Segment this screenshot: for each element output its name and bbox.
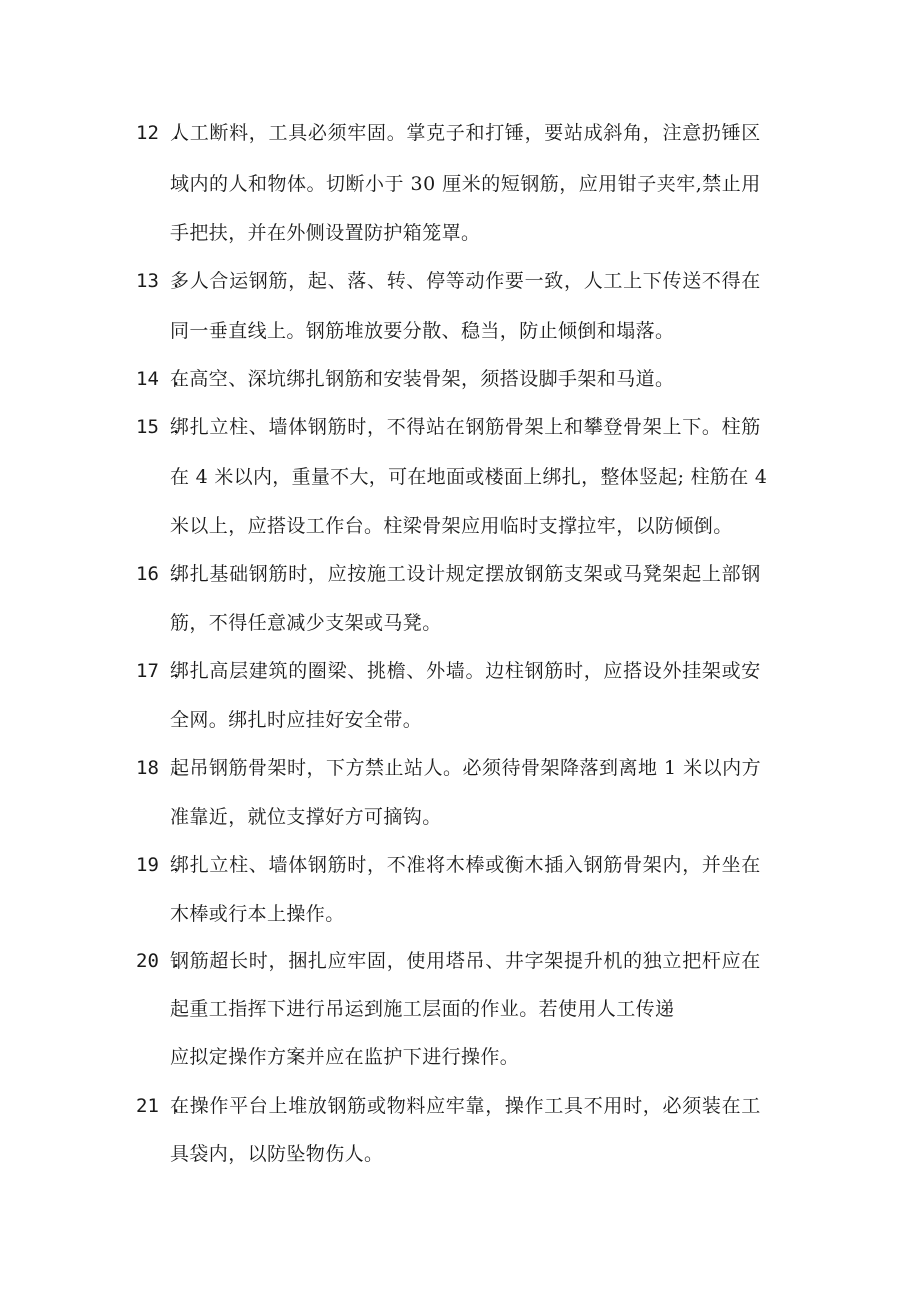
item-text-line: 筋，不得任意减少支架或马凳。 bbox=[170, 612, 442, 634]
item-number: 19 . bbox=[136, 854, 182, 876]
item-text-line: 准靠近，就位支撑好方可摘钩。 bbox=[170, 806, 442, 828]
item-text-line: 域内的人和物体。切断小于 30 厘米的短钢筋，应用钳子夹牢,禁止用 bbox=[170, 173, 761, 195]
item-text-line: 具袋内，以防坠物伤人。 bbox=[170, 1143, 384, 1165]
item-number: 16 . bbox=[136, 563, 182, 585]
item-text-line: 应拟定操作方案并应在监护下进行操作。 bbox=[170, 1046, 520, 1068]
item-text-line: 绑扎高层建筑的圈梁、挑檐、外墙。边柱钢筋时，应搭设外挂架或安 bbox=[170, 660, 762, 682]
item-text-line: 在操作平台上堆放钢筋或物料应牢靠，操作工具不用时，必须装在工 bbox=[170, 1095, 762, 1117]
item-text-line: 同一垂直线上。钢筋堆放要分散、稳当，防止倾倒和塌落。 bbox=[170, 320, 675, 342]
item-number: 21 . bbox=[136, 1095, 182, 1117]
item-number: 17 . bbox=[136, 660, 182, 682]
item-number: 20 . bbox=[136, 950, 182, 972]
item-text-line: 绑扎立柱、墙体钢筋时，不准将木棒或衡木插入钢筋骨架内，并坐在 bbox=[170, 854, 762, 876]
item-number: 18 . bbox=[136, 757, 182, 779]
item-text-line: 手把扶，并在外侧设置防护箱笼罩。 bbox=[170, 222, 481, 244]
item-text-line: 起重工指挥下进行吊运到施工层面的作业。若使用人工传递 bbox=[170, 998, 675, 1020]
item-text-line: 绑扎立柱、墙体钢筋时，不得站在钢筋骨架上和攀登骨架上下。柱筋 bbox=[170, 416, 762, 438]
item-text-line: 绑扎基础钢筋时，应按施工设计规定摆放钢筋支架或马凳架起上部钢 bbox=[170, 563, 762, 585]
item-text-line: 米以上，应搭设工作台。柱梁骨架应用临时支撑拉牢，以防倾倒。 bbox=[170, 515, 733, 537]
item-text-line: 人工断料，工具必须牢固。掌克子和打锤，要站成斜角，注意扔锤区 bbox=[170, 122, 762, 144]
item-number: 14 . bbox=[136, 368, 182, 390]
item-number: 12 . bbox=[136, 122, 182, 144]
item-text-line: 在高空、深坑绑扎钢筋和安装骨架，须搭设脚手架和马道。 bbox=[170, 368, 675, 390]
item-text-line: 起吊钢筋骨架时，下方禁止站人。必须待骨架降落到离地 1 米以内方 bbox=[170, 757, 762, 779]
item-text-line: 在 4 米以内，重量不大，可在地面或楼面上绑扎，整体竖起; 柱筋在 4 bbox=[170, 466, 768, 488]
item-text-line: 钢筋超长时，捆扎应牢固，使用塔吊、井字架提升机的独立把杆应在 bbox=[170, 950, 762, 972]
item-text-line: 木棒或行本上操作。 bbox=[170, 903, 345, 925]
item-number: 13 . bbox=[136, 270, 182, 292]
item-text-line: 多人合运钢筋，起、落、转、停等动作要一致，人工上下传送不得在 bbox=[170, 270, 762, 292]
item-text-line: 全网。绑扎时应挂好安全带。 bbox=[170, 709, 423, 731]
item-number: 15 . bbox=[136, 416, 182, 438]
